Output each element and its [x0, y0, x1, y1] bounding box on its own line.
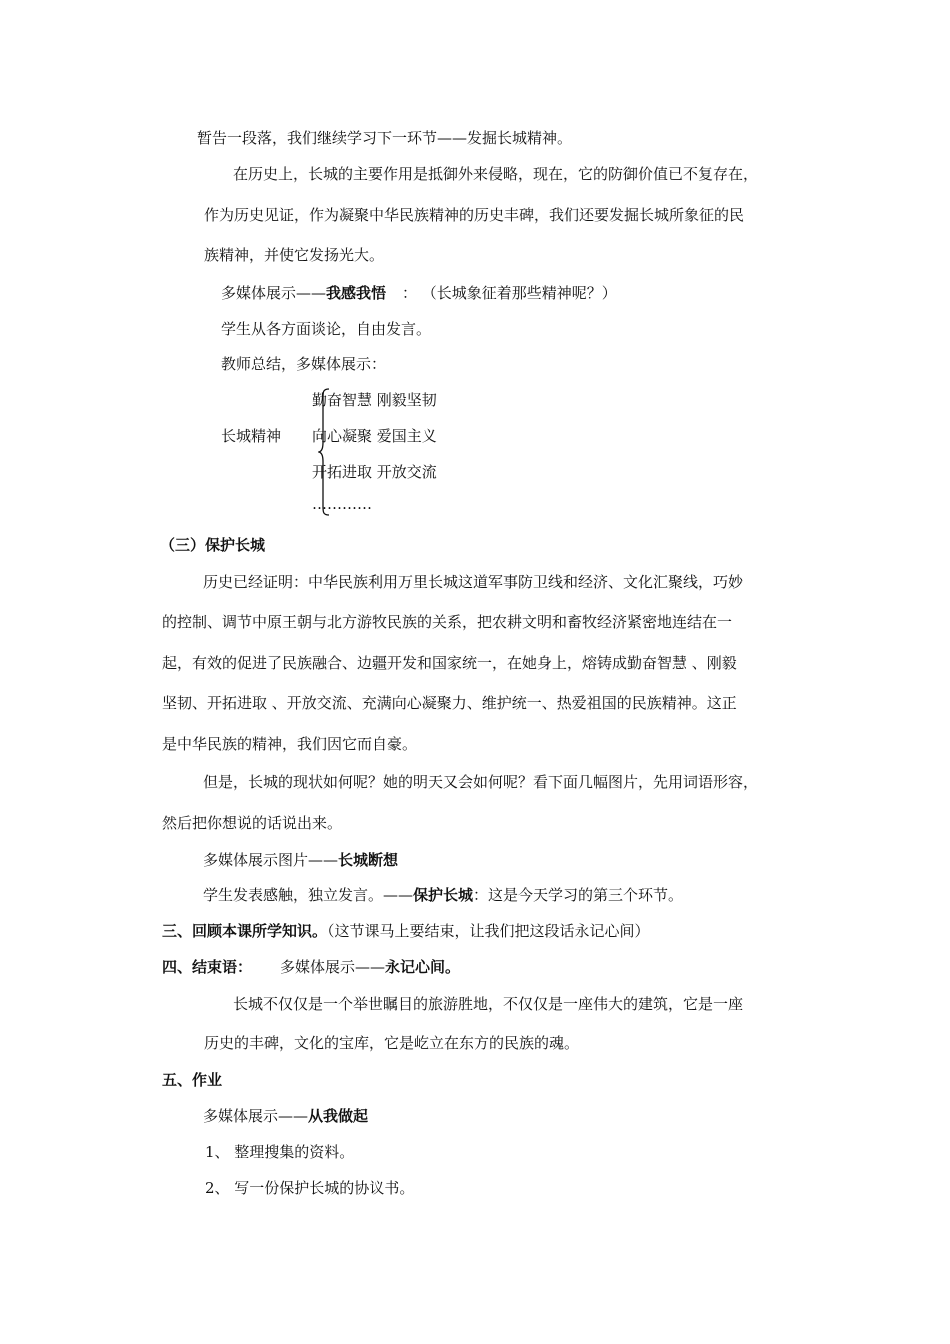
spirit-item: 勤奋智慧 刚毅坚韧: [312, 391, 437, 409]
paragraph-line: 起，有效的促进了民族融合、边疆开发和国家统一，在她身上，熔铸成勤奋智慧 、刚毅: [162, 654, 737, 672]
media-prefix: 多媒体展示——: [280, 958, 386, 976]
students-line: [203, 885, 683, 905]
paragraph-line: 历史的丰碑，文化的宝库，它是屹立在东方的民族的魂。: [204, 1034, 580, 1052]
media-title: 永记心间。: [385, 958, 461, 976]
media-prefix: 多媒体展示——: [203, 1107, 309, 1125]
paragraph-line: 作为历史见证，作为凝聚中华民族精神的历史丰碑，我们还要发掘长城所象征的民: [204, 206, 745, 224]
part-four-line: [162, 957, 460, 977]
paragraph-line: 坚韧、开拓进取 、开放交流、充满向心凝聚力、维护统一、热爱祖国的民族精神。这正: [162, 694, 737, 712]
students-prefix: 学生发表感触，独立发言。——: [203, 886, 414, 904]
media-line: [203, 1106, 368, 1126]
media-prefix: 多媒体展示图片——: [203, 851, 339, 869]
media-title: 我感我悟: [326, 284, 387, 302]
part-heading: 四、结束语：: [162, 958, 253, 976]
paragraph-line: 然后把你想说的话说出来。: [162, 814, 343, 832]
students-suffix: ：这是今天学习的第三个环节。: [473, 886, 684, 904]
section-heading: （三）保护长城: [160, 536, 266, 554]
task-item: 2、 写一份保护长城的协议书。: [205, 1179, 415, 1197]
paragraph-line: 历史已经证明：中华民族利用万里长城这道军事防卫线和经济、文化汇聚线，巧妙: [203, 573, 744, 591]
media-question: ： （长城象征着那些精神呢？）: [402, 284, 617, 302]
spirit-label: 长城精神: [221, 427, 282, 445]
media-line: [221, 283, 617, 303]
paragraph-line: 的控制、调节中原王朝与北方游牧民族的关系，把农耕文明和畜牧经济紧密地连结在一: [162, 613, 733, 631]
paragraph-line: 但是，长城的现状如何呢？她的明天又会如何呢？看下面几幅图片，先用词语形容，: [203, 773, 759, 791]
paragraph-line: 在历史上，长城的主要作用是抵御外来侵略，现在，它的防御价值已不复存在，: [233, 165, 759, 183]
part-three-line: [162, 921, 650, 941]
media-prefix: 多媒体展示——: [221, 284, 327, 302]
part-heading: 三、回顾本课所学知识。: [162, 922, 328, 940]
intro-line: 暂告一段落，我们继续学习下一环节——发掘长城精神。: [197, 129, 573, 147]
students-line: 学生从各方面谈论，自由发言。: [221, 320, 432, 338]
task-item: 1、 整理搜集的资料。: [205, 1143, 355, 1161]
media-title: 长城断想: [338, 851, 399, 869]
media-line: [203, 850, 398, 870]
paragraph-line: 长城不仅仅是一个举世瞩目的旅游胜地，不仅仅是一座伟大的建筑，它是一座: [233, 995, 744, 1013]
teacher-line: 教师总结，多媒体展示：: [221, 355, 387, 373]
spirit-item: 开拓进取 开放交流: [312, 463, 437, 481]
students-bold: 保护长城: [413, 886, 474, 904]
paragraph-line: 是中华民族的精神，我们因它而自豪。: [162, 735, 418, 753]
part-note: （这节课马上要结束，让我们把这段话永记心间）: [327, 922, 650, 940]
media-title: 从我做起: [308, 1107, 369, 1125]
spirit-item: 向心凝聚 爱国主义: [312, 427, 437, 445]
spirit-ellipsis: …………: [312, 495, 372, 513]
part-heading: 五、作业: [162, 1071, 223, 1089]
paragraph-line: 族精神，并使它发扬光大。: [204, 246, 385, 264]
